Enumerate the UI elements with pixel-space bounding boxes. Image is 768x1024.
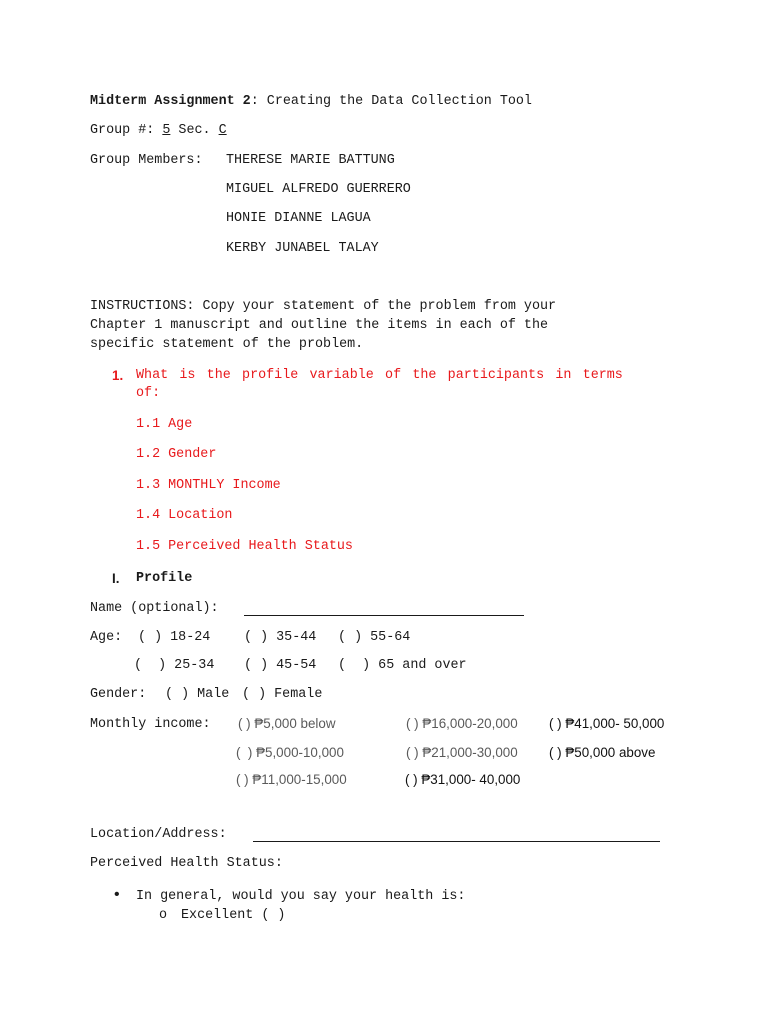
group-line [90, 124, 227, 137]
location-blank-line[interactable] [253, 841, 660, 842]
problem-text-line2: of: [136, 386, 161, 401]
income-option[interactable]: ( ) ₱21,000-30,000 [406, 745, 518, 760]
age-option[interactable]: ( ) 18-24 [138, 630, 211, 645]
health-label: Perceived Health Status: [90, 856, 283, 871]
profile-number: I. [112, 571, 120, 586]
section-letter: C [218, 123, 227, 138]
age-option[interactable]: ( ) 25-34 [134, 658, 215, 673]
location-label: Location/Address: [90, 827, 227, 842]
income-option[interactable]: ( ) ₱16,000-20,000 [406, 716, 518, 731]
name-blank-line[interactable] [244, 615, 524, 616]
gender-option-male[interactable]: ( ) Male [165, 687, 230, 702]
member-name: MIGUEL ALFREDO GUERRERO [226, 182, 411, 197]
assignment-title-rest: : Creating the Data Collection Tool [250, 94, 532, 109]
profile-heading: Profile [136, 571, 193, 586]
age-option[interactable]: ( ) 55-64 [338, 630, 411, 645]
bullet-icon: • [114, 886, 120, 903]
health-option-excellent[interactable]: Excellent ( ) [181, 908, 286, 923]
income-option[interactable]: ( ) ₱31,000- 40,000 [405, 772, 521, 787]
problem-item: 1.4 Location [136, 508, 233, 523]
member-name: HONIE DIANNE LAGUA [226, 211, 371, 226]
problem-item: 1.5 Perceived Health Status [136, 539, 353, 554]
sub-bullet-icon: o [159, 908, 168, 923]
assignment-title [90, 95, 532, 108]
sec-label: Sec. [170, 123, 219, 138]
age-label: Age: [90, 630, 123, 645]
group-label: Group #: [90, 123, 163, 138]
age-option[interactable]: ( ) 35-44 [244, 630, 317, 645]
income-label: Monthly income: [90, 717, 211, 732]
problem-text-line1: What is the profile variable of the participants in terms [136, 368, 623, 383]
instructions-line: Chapter 1 manuscript and outline the items in each of the [90, 318, 549, 333]
instructions-line: specific statement of the problem. [90, 337, 364, 352]
income-option[interactable]: ( ) ₱11,000-15,000 [236, 772, 347, 787]
gender-option-female[interactable]: ( ) Female [242, 687, 323, 702]
group-number: 5 [162, 123, 171, 138]
health-question: In general, would you say your health is: [136, 889, 466, 904]
member-name: KERBY JUNABEL TALAY [226, 241, 379, 256]
problem-item: 1.1 Age [136, 417, 193, 432]
name-label: Name (optional): [90, 601, 219, 616]
problem-number: 1. [112, 368, 124, 383]
income-option[interactable]: ( ) ₱5,000 below [238, 716, 336, 731]
age-option[interactable]: ( ) 65 and over [338, 658, 467, 673]
age-option[interactable]: ( ) 45-54 [244, 658, 317, 673]
instructions-line: INSTRUCTIONS: Copy your statement of the problem from your [90, 299, 557, 314]
income-option[interactable]: ( ) ₱50,000 above [549, 745, 656, 760]
members-label: Group Members: [90, 153, 203, 168]
income-option[interactable]: ( ) ₱41,000- 50,000 [549, 716, 665, 731]
member-name: THERESE MARIE BATTUNG [226, 153, 395, 168]
assignment-title-bold: Midterm Assignment 2 [90, 94, 251, 109]
problem-item: 1.2 Gender [136, 447, 217, 462]
problem-item: 1.3 MONTHLY Income [136, 478, 281, 493]
gender-label: Gender: [90, 687, 147, 702]
income-option[interactable]: ( ) ₱5,000-10,000 [236, 745, 344, 760]
